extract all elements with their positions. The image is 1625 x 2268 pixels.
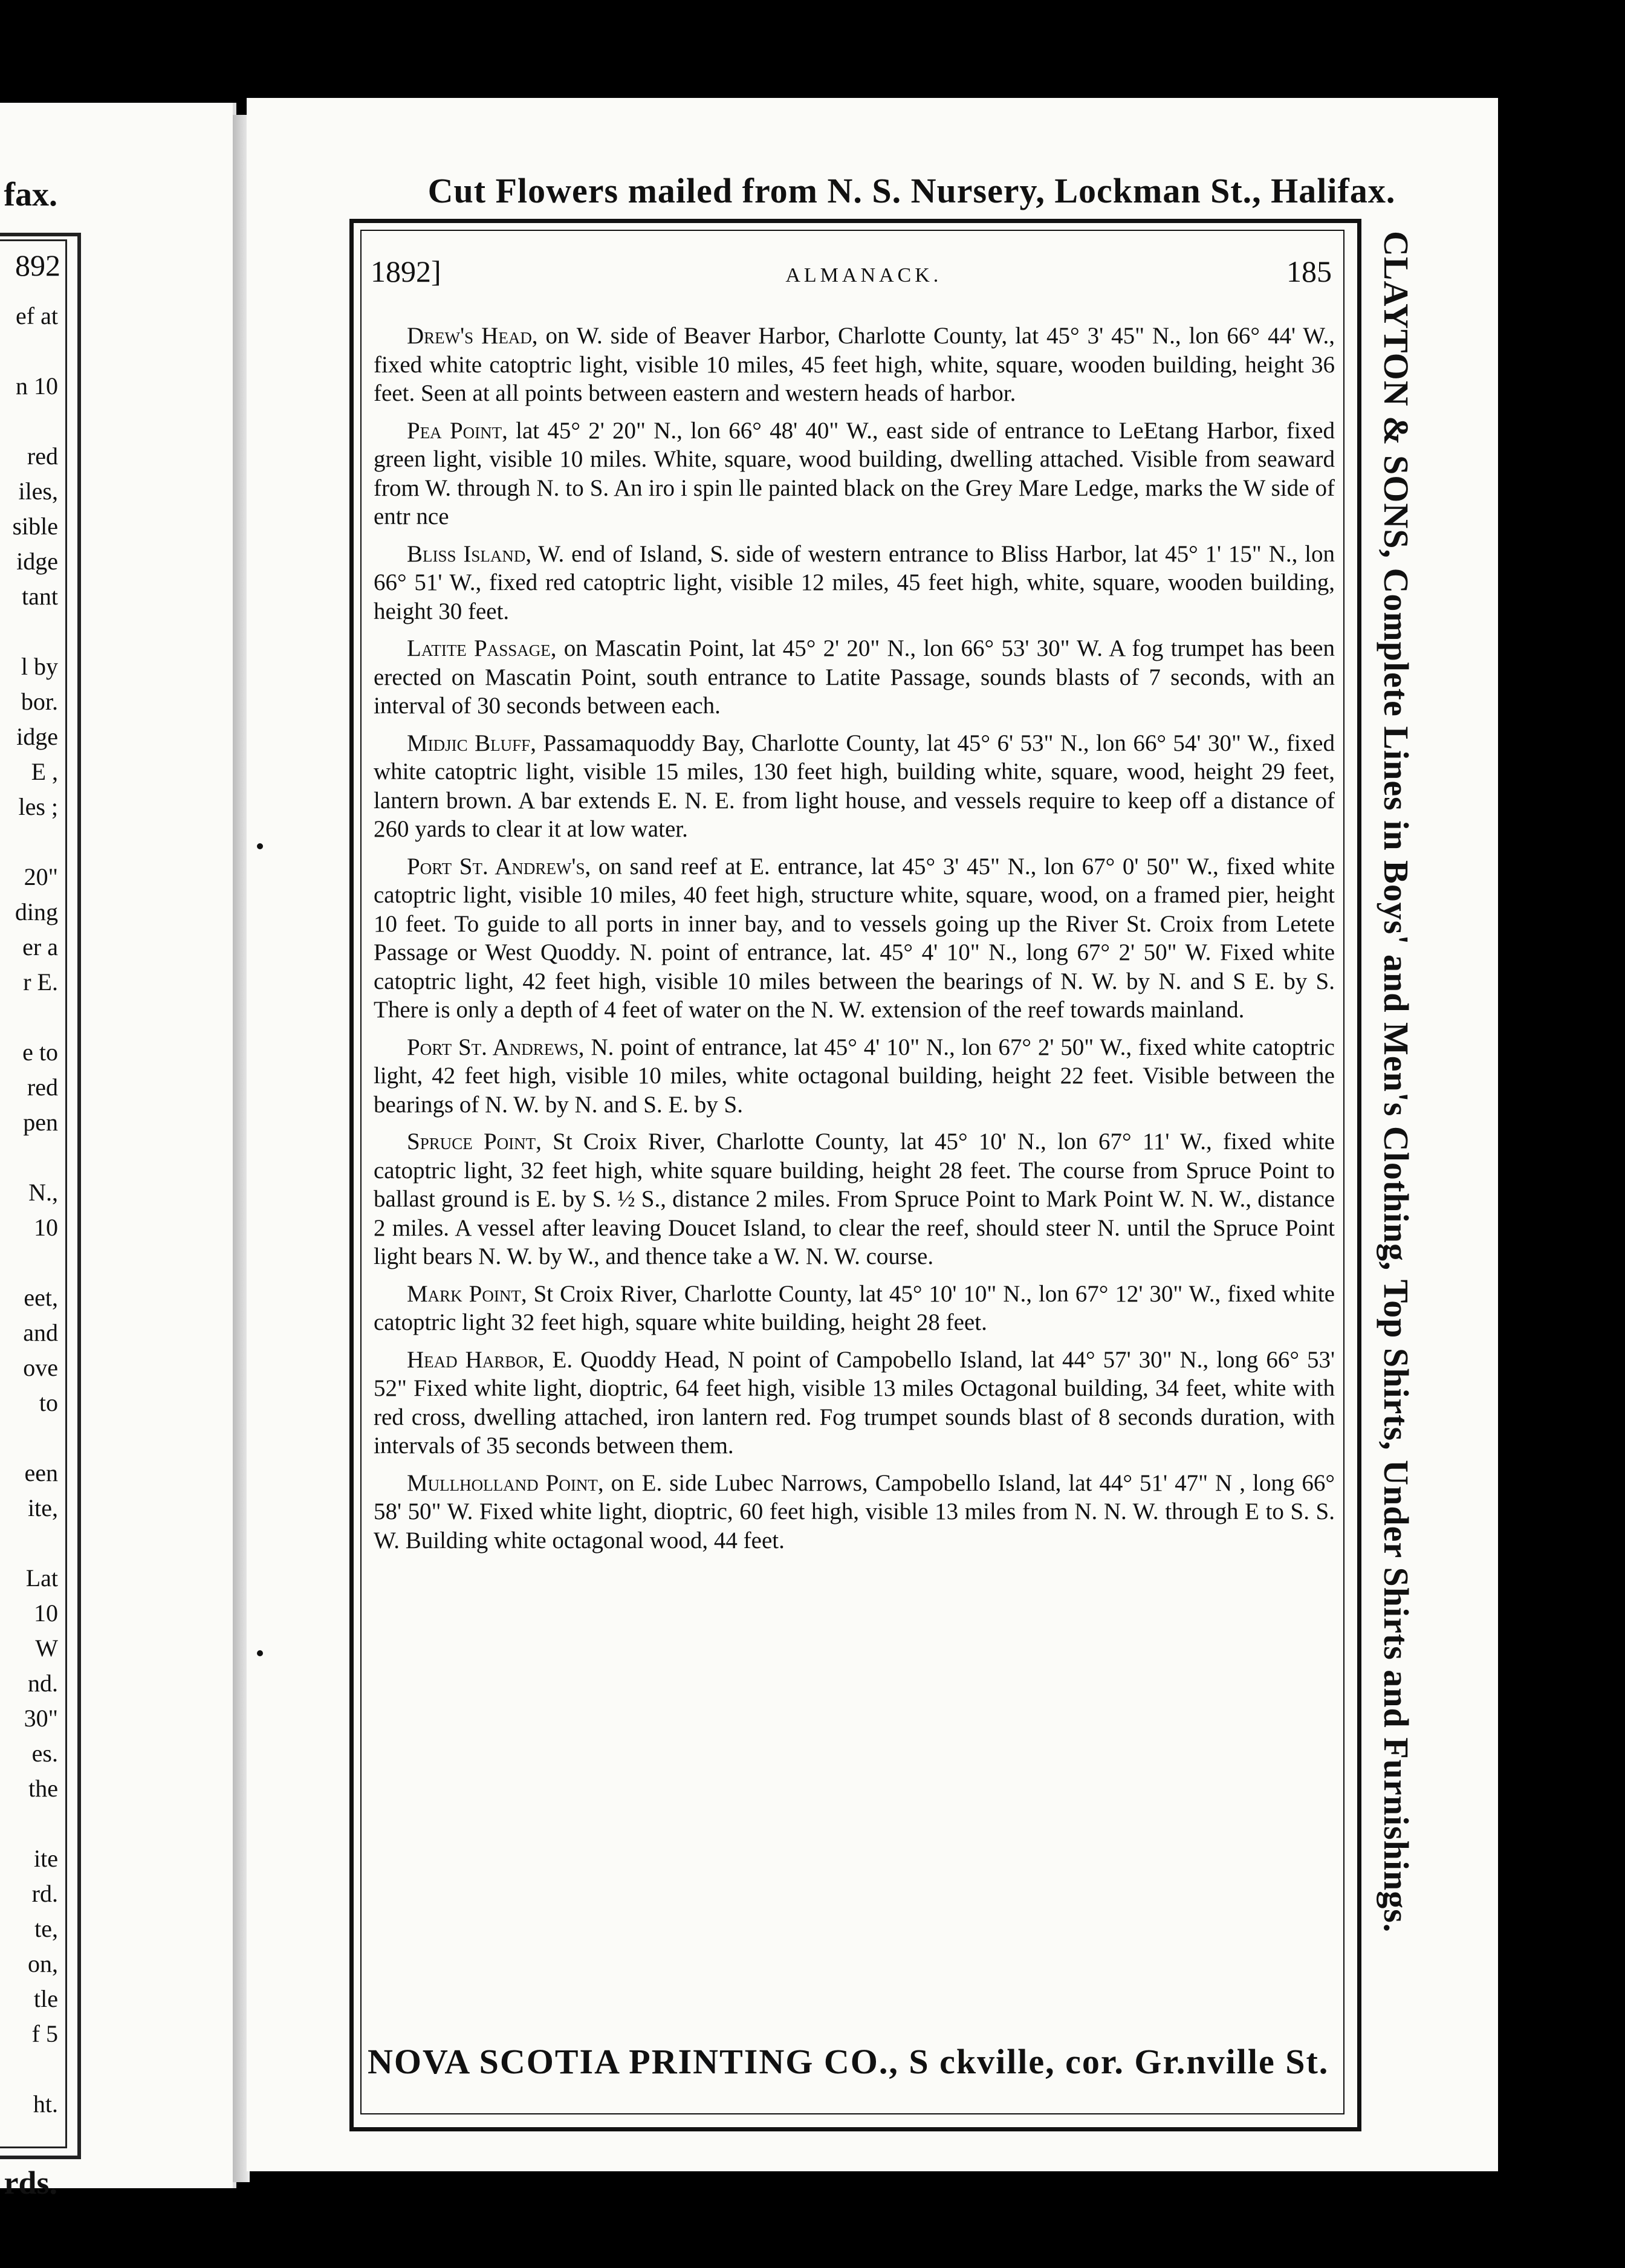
lighthouse-entry [374, 540, 1335, 626]
running-head-title: ALMANACK. [785, 264, 942, 287]
lighthouse-entry [374, 322, 1335, 408]
lighthouse-description: E. Quoddy Head, N point of Campobello Island, lat 44° 57' 30" N., long 66° 53' 52" Fixed white light, dioptric, 64 feet high, visible 13 miles Octagonal building, 34 feet, white with red cross, dwelling attached, iron lantern red. Fog trumpet sounds blast of 8 seconds duration, with intervals of 35 seconds between them. [374, 1346, 1335, 1459]
lighthouse-entry [374, 416, 1335, 531]
bottom-advertisement-banner: NOVA SCOTIA PRINTING CO., S ckville, cor. Gr.nville St. [368, 2042, 1329, 2081]
left-page-line: idge [16, 723, 58, 750]
lighthouse-name: Mullholland Point, [407, 1469, 604, 1496]
left-page-line: ht. [33, 2090, 58, 2117]
lighthouse-name: Bliss Island, [407, 540, 532, 567]
left-page-line: ite, [28, 1494, 58, 1521]
running-head [371, 254, 1332, 289]
left-page-line: 10 [34, 1214, 58, 1241]
left-page-line: N., [28, 1179, 58, 1206]
left-page-line: iles, [18, 478, 58, 505]
left-page-header: fax. [4, 176, 57, 213]
left-page-line: 20" [24, 863, 58, 890]
lighthouse-entry [374, 1127, 1335, 1271]
lighthouse-name: Mark Point, [407, 1280, 527, 1307]
lighthouse-entry [374, 1469, 1335, 1555]
print-speck [257, 843, 263, 849]
left-page-line: sible [12, 513, 58, 540]
left-page-line: es. [31, 1740, 58, 1767]
lighthouse-entry [374, 729, 1335, 844]
left-page-line: Lat [25, 1564, 58, 1592]
left-page-line: red [27, 1074, 58, 1101]
left-page-line: idge [16, 548, 58, 575]
lighthouse-description: on Mascatin Point, lat 45° 2' 20" N., lon 66° 53' 30" W. A fog trumpet has been erected on Mascatin Point, south entrance to Latite Passage, sounds blasts of 7 seconds, with an interval of 30 seconds between each. [374, 635, 1335, 719]
left-page-line: to [39, 1389, 58, 1416]
lighthouse-description: Passamaquoddy Bay, Charlotte County, lat 45° 6' 53" N., lon 66° 54' 30" W., fixed white catoptric light, visible 15 miles, 130 feet high, building white, square, wood, height 29 feet, lantern brown. A bar extends E. N. E. from light house, and vessels require to keep off a distance of 260 yards to clear it at low water. [374, 730, 1335, 842]
left-page-line: eet, [24, 1284, 58, 1311]
left-page-line: tant [22, 583, 58, 610]
left-page [0, 103, 236, 2201]
left-page-line: te, [34, 1915, 58, 1942]
lighthouse-entry [374, 1346, 1335, 1460]
lighthouse-name: Latite Passage, [407, 635, 557, 661]
top-advertisement-banner: Cut Flowers mailed from N. S. Nursery, Lockman St., Halifax. [427, 171, 1396, 210]
left-page-line: W [35, 1635, 58, 1662]
left-page-line: the [28, 1775, 58, 1802]
left-page-line: 30" [24, 1705, 58, 1732]
right-page [247, 98, 1498, 2171]
lighthouse-description: lat 45° 2' 20" N., lon 66° 48' 40" W., east side of entrance to LeEtang Harbor, fixed green light, visible 10 miles. White, square, wood building, dwelling attached. Visible from seaward from W. through N. to S. An iro i spin lle painted black on the Grey Mare Ledge, marks the W side of entr nce [374, 417, 1335, 530]
lighthouse-name: Head Harbor, [407, 1346, 545, 1373]
left-page-line: ite [34, 1845, 58, 1872]
left-page-year: 892 [15, 248, 60, 282]
left-page-line: n 10 [16, 372, 58, 400]
left-page-line: bor. [21, 688, 58, 715]
page-number: 185 [1286, 254, 1332, 288]
lighthouse-entry [374, 852, 1335, 1025]
lighthouse-description: St Croix River, Charlotte County, lat 45° 10' 10" N., lon 67° 12' 30" W., fixed white catoptric light 32 feet high, square white building, height 28 feet. [374, 1280, 1335, 1335]
left-page-line: ding [15, 898, 58, 925]
lighthouse-name: Spruce Point, [407, 1129, 542, 1155]
left-page-line: and [23, 1319, 58, 1346]
left-page-line: een [24, 1459, 58, 1486]
lighthouse-description: W. end of Island, S. side of western entrance to Bliss Harbor, lat 45° 1' 15" N., lon 66° 51' W., fixed red catoptric light, visible 12 miles, 45 feet high, white, square, wooden building, height 30 feet. [374, 540, 1335, 624]
lighthouse-name: Pea Point, [407, 417, 508, 444]
lighthouse-description: on W. side of Beaver Harbor, Charlotte County, lat 45° 3' 45" N., lon 66° 44' W., fixed white catoptric light, visible 10 miles, 45 feet high, white, square, wooden building, height 36 feet. Seen at all points between eastern and western heads of harbor. [374, 323, 1335, 406]
print-speck [257, 1650, 263, 1656]
left-page-line: pen [23, 1109, 58, 1136]
lighthouse-entries [374, 322, 1335, 1563]
lighthouse-name: Drew's Head, [407, 323, 538, 349]
lighthouse-entry [374, 1033, 1335, 1119]
left-page-line: l by [21, 653, 58, 680]
left-page-line: 10 [34, 1599, 58, 1627]
left-page-line: rd. [31, 1880, 58, 1907]
left-page-line: tle [34, 1985, 58, 2012]
side-advertisement-text: CLAYTON & SONS, Complete Lines in Boys' and Men's Clothing, Top Shirts, Under Shirts and Furnishings. [1377, 231, 1416, 1933]
left-page-line: on, [28, 1950, 58, 1977]
side-advertisement [1368, 231, 1422, 2117]
left-page-line: red [27, 442, 58, 470]
lighthouse-entry [374, 1280, 1335, 1337]
left-page-line: E , [31, 758, 58, 785]
lighthouse-description: on E. side Lubec Narrows, Campobello Island, lat 44° 51' 47" N , long 66° 58' 50" W. Fixed white light, dioptric, 60 feet high, visible 13 miles from N. N. W. through E to S. S. W. Building white octagonal wood, 44 feet. [374, 1469, 1335, 1554]
left-page-footer: rds. [4, 2165, 57, 2201]
lighthouse-entry [374, 634, 1335, 721]
left-page-line: er a [22, 933, 58, 961]
lighthouse-name: Port St. Andrew's, [407, 853, 591, 880]
left-page-line: r E. [23, 968, 58, 996]
lighthouse-description: St Croix River, Charlotte County, lat 45° 10' N., lon 67° 11' W., fixed white catoptric light, 32 feet high, white square building, height 28 feet. The course from Spruce Point to ballast ground is E. by S. ½ S., distance 2 miles. From Spruce Point to Mark Point W. N. W., distance 2 miles. A vessel after leaving Doucet Island, to clear the reef, should steer N. until the Spruce Point light bears N. W. by W., and thence take a W. N. W. course. [374, 1129, 1335, 1269]
running-head-year: 1892] [371, 254, 441, 288]
left-page-line: nd. [28, 1670, 58, 1697]
left-page-line: f 5 [31, 2020, 58, 2047]
left-page-line: ef at [16, 302, 58, 329]
lighthouse-description: on sand reef at E. entrance, lat 45° 3' 45" N., lon 67° 0' 50" W., fixed white catoptric light, visible 10 miles, 40 feet high, structure white, square, wood, on a framed pier, height 10 feet. To guide to all ports in inner bay, and to vessels going up the River St. Croix from Letete Passage or West Quoddy. N. point of entrance, lat. 45° 4' 10" N., long 67° 2' 50" W. Fixed white catoptric light, 42 feet high, visible 10 miles between the bearings of N. W. by N. and S E. by S. There is only a depth of 4 feet of water on the N. W. extension of the reef towards mainland. [374, 853, 1335, 1023]
left-page-line: ove [23, 1354, 58, 1381]
lighthouse-name: Midjic Bluff, [407, 730, 536, 756]
lighthouse-description: N. point of entrance, lat 45° 4' 10" N., lon 67° 2' 50" W., fixed white catoptric light, 42 feet high, visible 10 miles, white octagonal building, height 22 feet. Visible between the bearings of N. W. by N. and S. E. by S. [374, 1034, 1335, 1118]
left-page-line: les ; [18, 793, 58, 820]
lighthouse-name: Port St. Andrews, [407, 1034, 585, 1060]
left-page-line: e to [22, 1038, 58, 1066]
